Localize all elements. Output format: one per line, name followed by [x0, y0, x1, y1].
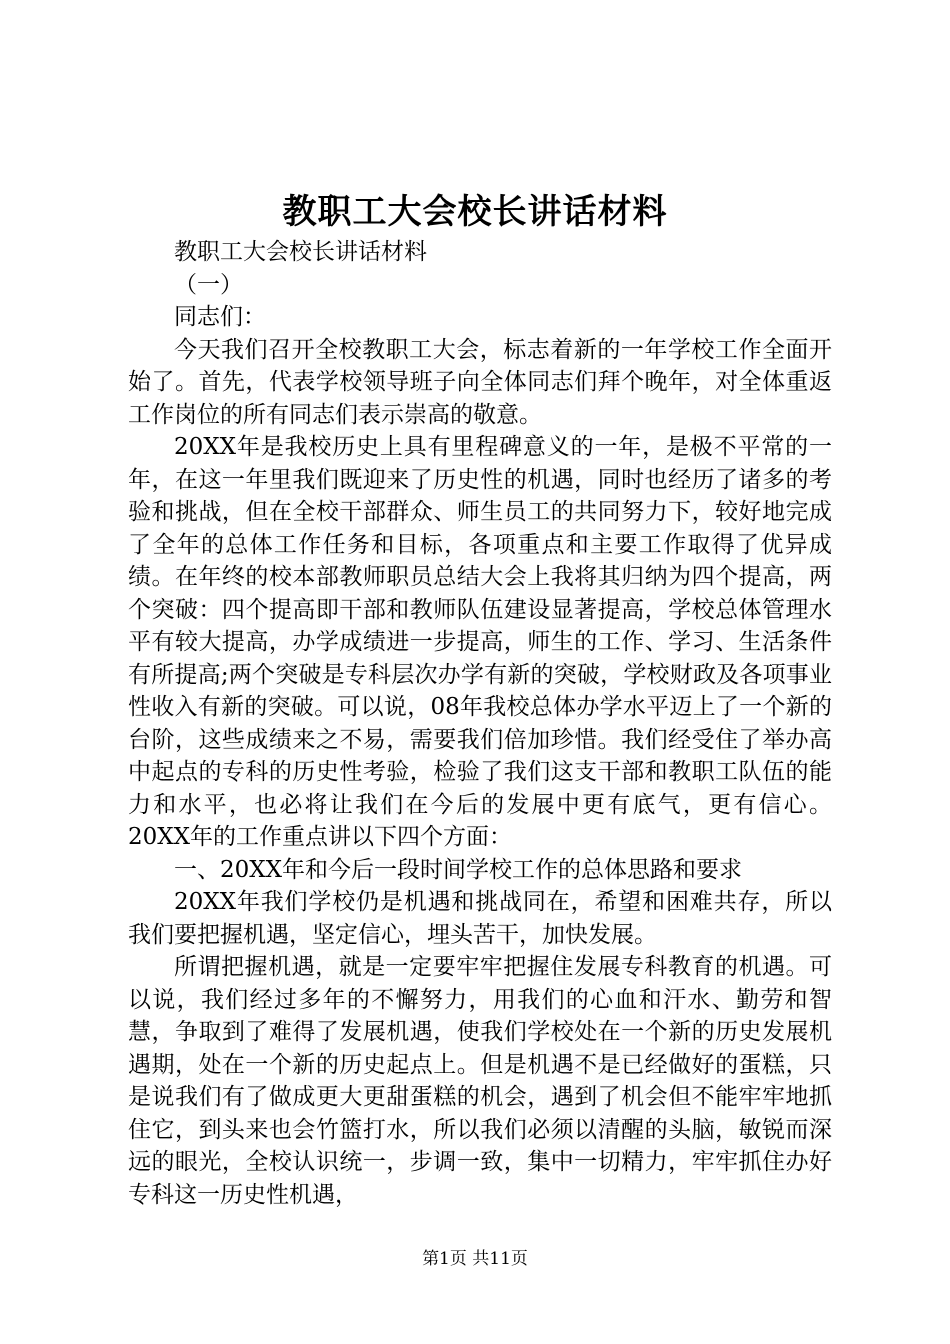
body-paragraph: 教职工大会校长讲话材料 — [174, 239, 427, 265]
page-number-footer: 第1页 共11页 — [422, 1249, 528, 1269]
body-paragraph: 同志们： — [174, 304, 266, 330]
body-paragraph: 20XX年我们学校仍是机遇和挑战同在，希望和困难共存，所以我们要把握机遇，坚定信心，埋头苦干，加快发展。 — [128, 889, 832, 948]
document-title: 教职工大会校长讲话材料 — [282, 192, 668, 232]
body-paragraph: 20XX年是我校历史上具有里程碑意义的一年，是极不平常的一年，在这一年里我们既迎来了历史性的机遇，同时也经历了诸多的考验和挑战，但在全校干部群众、师生员工的共同努力下，较好地完成了全年的总体工作任务和目标，各项重点和主要工作取得了优异成绩。在年终的校本部教师职员总结大会上我将其归纳为四个提高，两个突破：四个提高即干部和教师队伍建设显著提高，学校总体管理水平有较大提高，办学成绩进一步提高，师生的工作、学习、生活条件有所提高;两个突破是专科层次办学有新的突破，学校财政及各项事业性收入有新的突破。可以说，08年我校总体办学水平迈上了一个新的台阶，这些成绩来之不易，需要我们倍加珍惜。我们经受住了举办高中起点的专科的历史性考验，检验了我们这支干部和教职工队伍的能力和水平，也必将让我们在今后的发展中更有底气，更有信心。20XX年的工作重点讲以下四个方面： — [128, 434, 832, 850]
body-paragraph: 所谓把握机遇，就是一定要牢牢把握住发展专科教育的机遇。可以说，我们经过多年的不懈努力，用我们的心血和汗水、勤劳和智慧，争取到了难得了发展机遇，使我们学校处在一个新的历史发展机遇期，处在一个新的历史起点上。但是机遇不是已经做好的蛋糕，只是说我们有了做成更大更甜蛋糕的机会，遇到了机会但不能牢牢地抓住它，到头来也会竹篮打水，所以我们必须以清醒的头脑，敏锐而深远的眼光，全校认识统一，步调一致，集中一切精力，牢牢抓住办好专科这一历史性机遇， — [128, 954, 832, 1208]
body-paragraph: （一） — [174, 271, 243, 298]
document-body — [128, 236, 832, 1211]
section-heading: 一、20XX年和今后一段时间学校工作的总体思路和要求 — [174, 856, 743, 883]
body-paragraph: 今天我们召开全校教职工大会，标志着新的一年学校工作全面开始了。首先，代表学校领导班子向全体同志们拜个晚年，对全体重返工作岗位的所有同志们表示崇高的敬意。 — [128, 336, 832, 428]
